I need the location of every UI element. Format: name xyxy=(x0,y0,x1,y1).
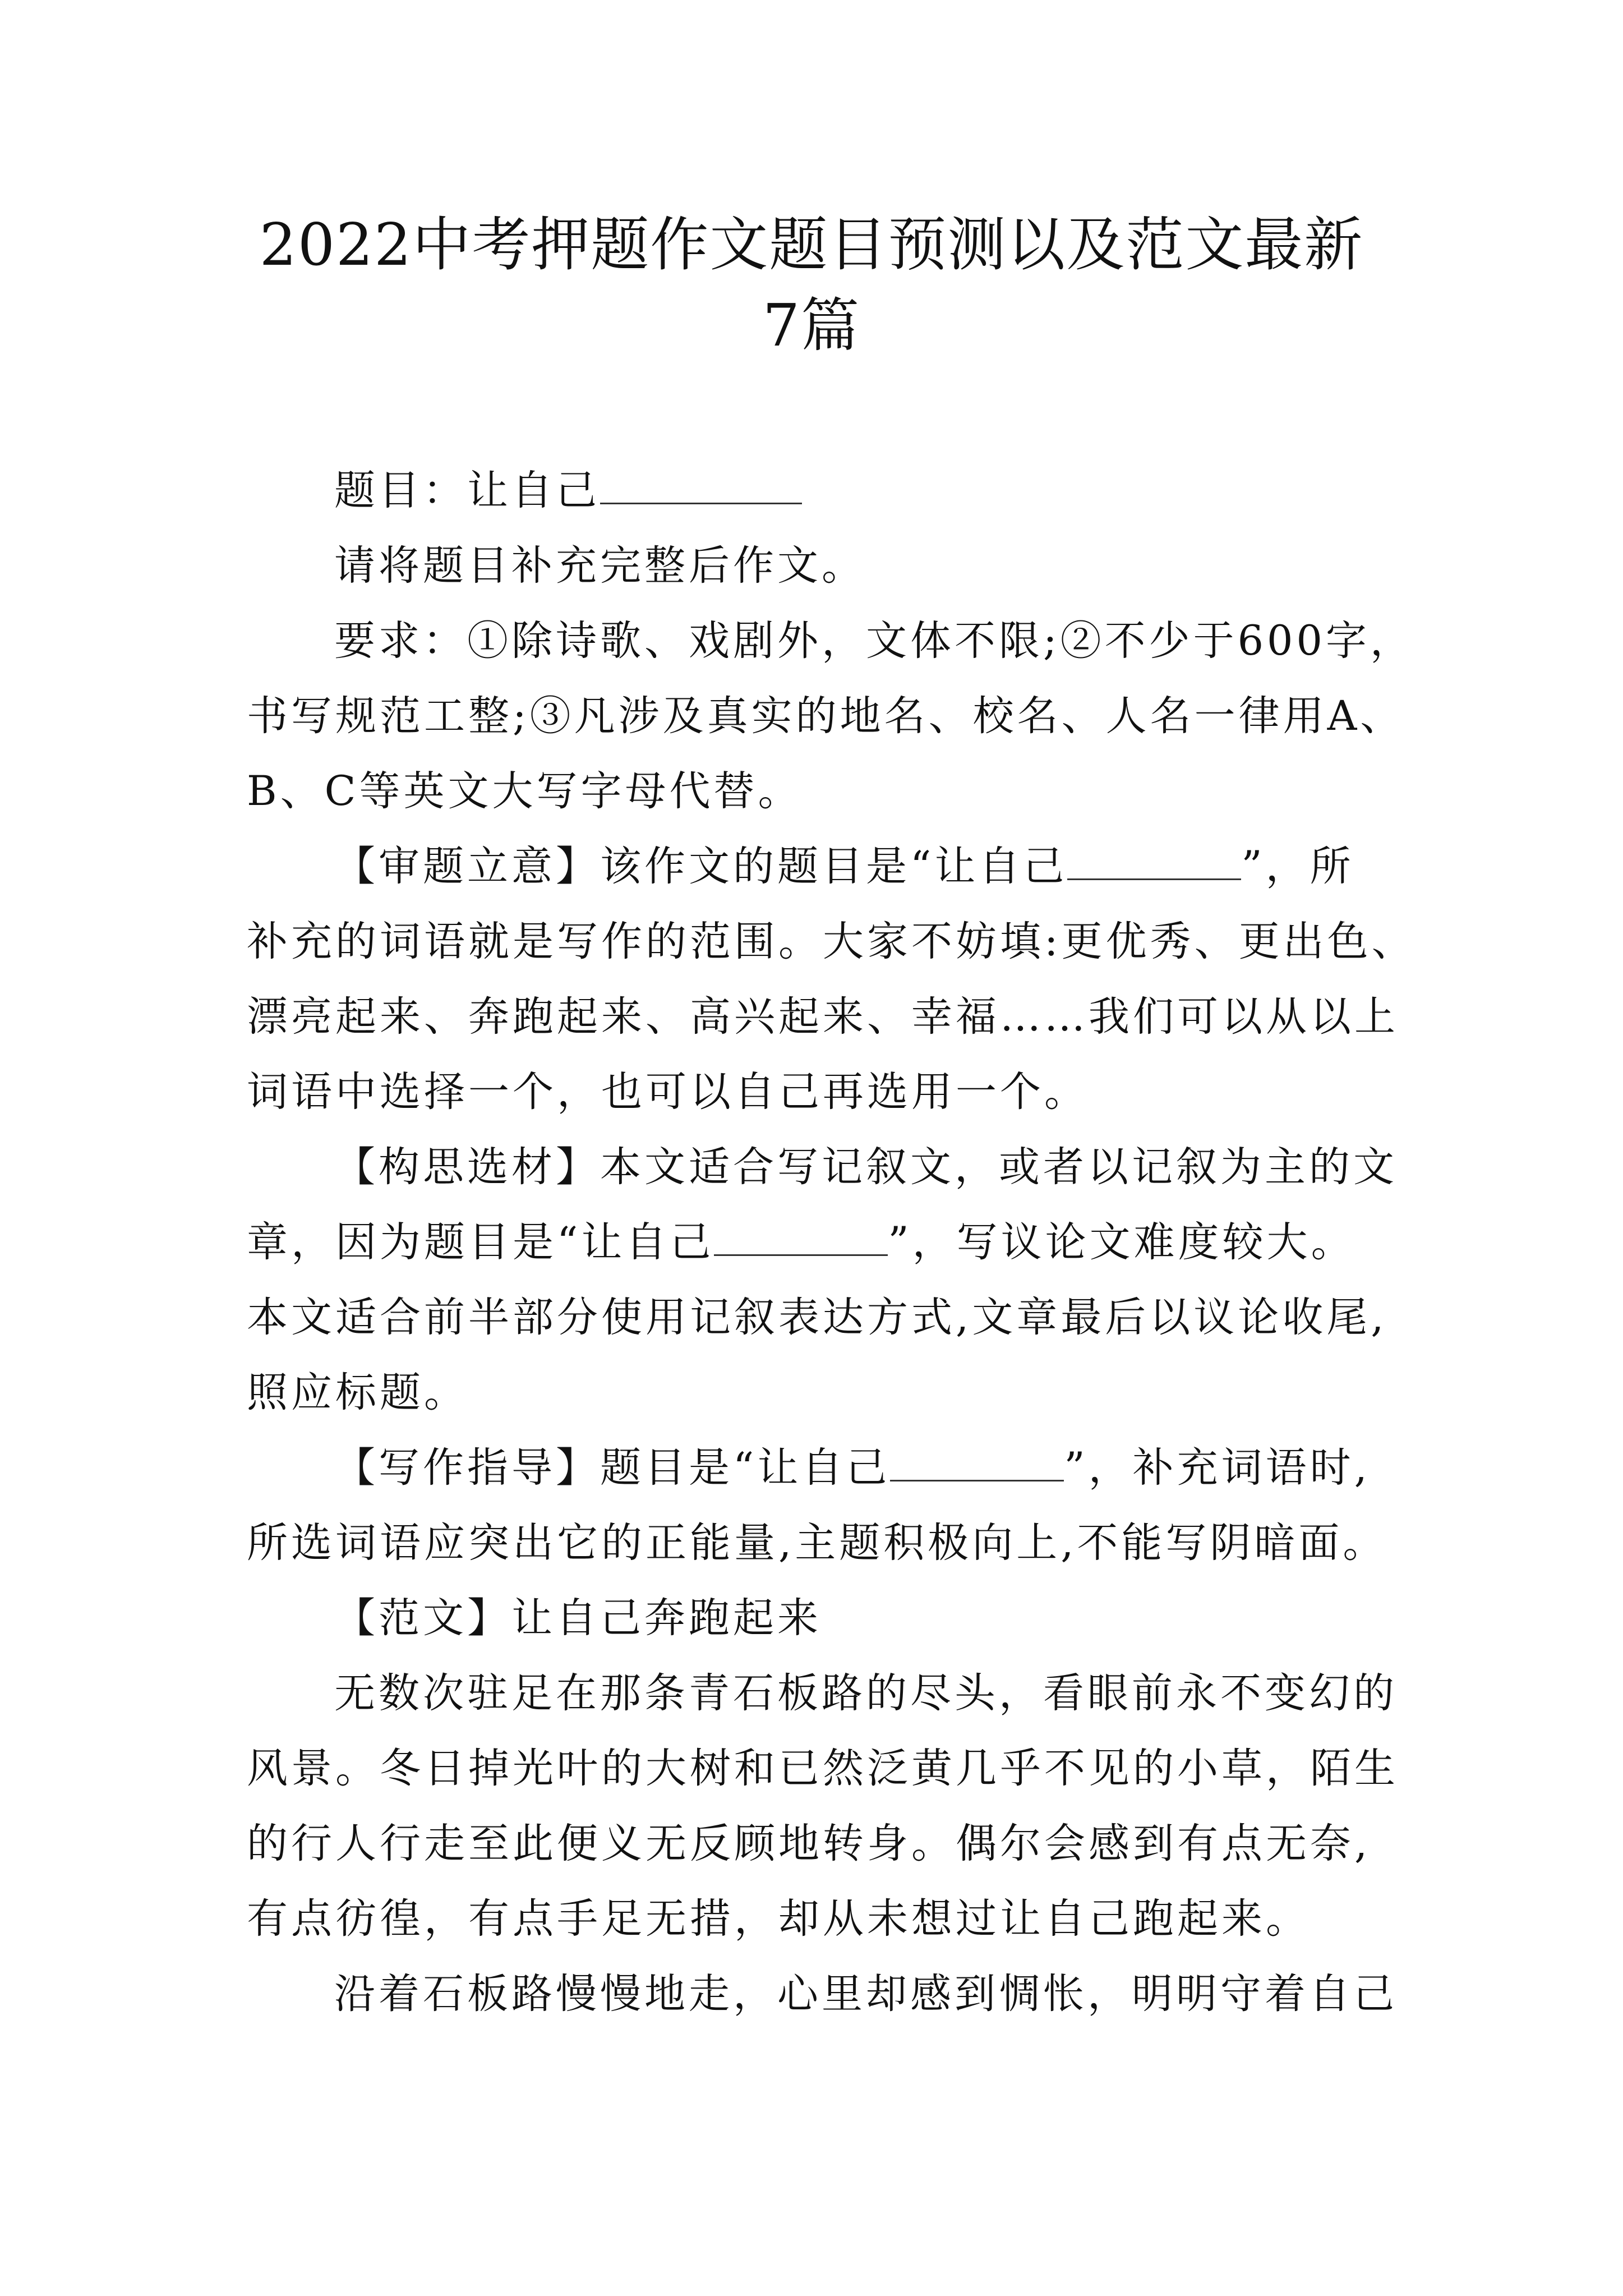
line-suffix: ”，所 xyxy=(1241,843,1354,890)
paragraph-line xyxy=(247,1205,1401,1280)
paragraph-line: 沿着石板路慢慢地走，心里却感到惆怅，明明守着自己 xyxy=(334,1970,1398,2018)
paragraph-line: 照应标题。 xyxy=(247,1369,468,1416)
paragraph-line: 所选词语应突出它的正能量,主题积极向上,不能写阴暗面。 xyxy=(247,1519,1387,1567)
paragraph-line: 书写规范工整;③凡涉及真实的地名、校名、人名一律用A、 xyxy=(247,692,1405,740)
line-text: 【写作指导】题目是“让自己 xyxy=(334,1444,891,1492)
paragraph-line: 要求：①除诗歌、戏剧外，文体不限;②不少于600字， xyxy=(334,617,1414,665)
paragraph-line: 风景。冬日掉光叶的大树和已然泛黄几乎不见的小草，陌生 xyxy=(247,1745,1399,1792)
document-title-line-1: 2022中考押题作文题目预测以及范文最新 xyxy=(259,210,1364,279)
paragraph-line: 【构思选材】本文适合写记叙文，或者以记叙为主的文 xyxy=(334,1143,1398,1191)
paragraph-line xyxy=(247,829,1401,904)
fill-blank xyxy=(890,1441,1064,1481)
paragraph-line: B、C等英文大写字母代替。 xyxy=(247,767,803,815)
line-text: 章，因为题目是“让自己 xyxy=(247,1218,714,1266)
topic-line xyxy=(247,453,1401,528)
paragraph-line: 本文适合前半部分使用记叙表达方式,文章最后以议论收尾, xyxy=(247,1294,1387,1341)
topic-blank xyxy=(600,463,802,504)
paragraph-line: 有点彷徨，有点手足无措，却从未想过让自己跑起来。 xyxy=(247,1895,1310,1943)
paragraph-line: 词语中选择一个，也可以自己再选用一个。 xyxy=(247,1068,1089,1116)
paragraph-line: 【范文】让自己奔跑起来 xyxy=(334,1594,822,1642)
paragraph-line: 漂亮起来、奔跑起来、高兴起来、幸福……我们可以从以上 xyxy=(247,993,1399,1041)
line-text: 【审题立意】该作文的题目是“让自己 xyxy=(334,843,1068,890)
paragraph-line: 补充的词语就是写作的范围。大家不妨填:更优秀、更出色、 xyxy=(247,918,1416,965)
topic-text: 题目：让自己 xyxy=(334,467,600,514)
fill-blank xyxy=(714,1215,888,1256)
fill-blank xyxy=(1067,839,1241,880)
paragraph-line: 请将题目补充完整后作文。 xyxy=(334,542,866,590)
line-suffix: ”，写议论文难度较大。 xyxy=(888,1218,1355,1266)
document-title-line-2: 7篇 xyxy=(762,291,861,360)
paragraph-line xyxy=(247,1430,1401,1506)
paragraph-line: 无数次驻足在那条青石板路的尽头，看眼前永不变幻的 xyxy=(334,1669,1398,1717)
document-body xyxy=(247,453,1416,2032)
line-suffix: ”，补充词语时, xyxy=(1064,1444,1371,1492)
paragraph-line: 的行人行走至此便义无反顾地转身。偶尔会感到有点无奈, xyxy=(247,1820,1371,1867)
